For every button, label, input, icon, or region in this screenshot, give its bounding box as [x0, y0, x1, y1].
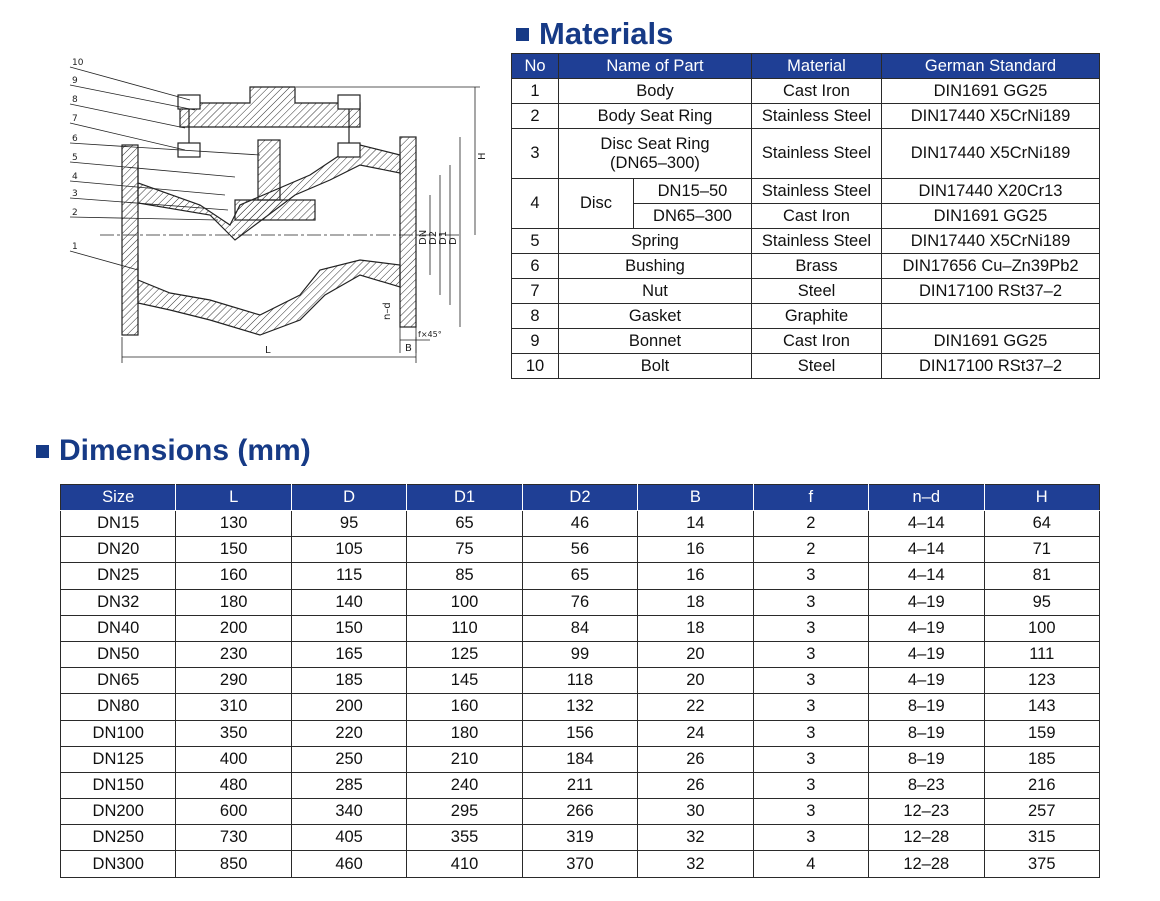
cell-f: 3: [753, 563, 868, 589]
cell-d: 200: [291, 694, 406, 720]
cell-d2: 46: [522, 511, 637, 537]
cell-l: 200: [176, 615, 291, 641]
cell-b: 30: [638, 799, 753, 825]
cell-standard: DIN1691 GG25: [882, 329, 1100, 354]
cell-size: DN25: [61, 563, 176, 589]
header-n-d: n–d: [869, 485, 984, 511]
table-row: [61, 720, 1100, 746]
cell-h: 95: [984, 589, 1100, 615]
cell-d1: 180: [407, 720, 522, 746]
cell-d2: 65: [522, 563, 637, 589]
table-row: [61, 772, 1100, 798]
cell-d: 340: [291, 799, 406, 825]
cell-h: 185: [984, 746, 1100, 772]
header-d1: D1: [407, 485, 522, 511]
table-row: [61, 851, 1100, 877]
cell-no: 8: [512, 304, 559, 329]
cell-standard: DIN1691 GG25: [882, 79, 1100, 104]
cell-no: 1: [512, 79, 559, 104]
cell-part: Disc: [559, 179, 634, 229]
cell-d: 285: [291, 772, 406, 798]
cell-material: Stainless Steel: [752, 104, 882, 129]
cell-b: 18: [638, 615, 753, 641]
cell-l: 850: [176, 851, 291, 877]
cell-no: 5: [512, 229, 559, 254]
table-row: [61, 511, 1100, 537]
cell-material: Stainless Steel: [752, 179, 882, 204]
cell-d: 105: [291, 537, 406, 563]
materials-title: Materials: [539, 16, 674, 51]
table-row: [61, 799, 1100, 825]
cell-l: 150: [176, 537, 291, 563]
cell-material: Graphite: [752, 304, 882, 329]
cell-h: 64: [984, 511, 1100, 537]
cell-d1: 355: [407, 825, 522, 851]
cell-d: 220: [291, 720, 406, 746]
cell-n-d: 4–14: [869, 511, 984, 537]
cell-size: DN32: [61, 589, 176, 615]
cell-f: 3: [753, 589, 868, 615]
cell-size: DN15: [61, 511, 176, 537]
cell-material: Stainless Steel: [752, 129, 882, 179]
callout-6: 6: [72, 134, 78, 144]
table-row: [61, 746, 1100, 772]
callout-2: 2: [72, 208, 78, 218]
callout-5: 5: [72, 153, 78, 163]
cell-b: 16: [638, 537, 753, 563]
cell-h: 159: [984, 720, 1100, 746]
callout-9: 9: [72, 76, 78, 86]
cell-d2: 211: [522, 772, 637, 798]
cell-d2: 184: [522, 746, 637, 772]
cell-n-d: 4–19: [869, 641, 984, 667]
cell-part: Nut: [559, 279, 752, 304]
callout-10: 10: [72, 58, 84, 68]
cell-n-d: 8–19: [869, 746, 984, 772]
cell-b: 32: [638, 825, 753, 851]
cell-part: Gasket: [559, 304, 752, 329]
cell-d2: 84: [522, 615, 637, 641]
cell-f: 3: [753, 668, 868, 694]
cell-f: 3: [753, 720, 868, 746]
cell-l: 400: [176, 746, 291, 772]
cell-no: 2: [512, 104, 559, 129]
table-row: [61, 615, 1100, 641]
cell-n-d: 8–19: [869, 694, 984, 720]
cell-d: 165: [291, 641, 406, 667]
cell-standard: DIN17100 RSt37–2: [882, 354, 1100, 379]
cell-b: 32: [638, 851, 753, 877]
cell-no: 7: [512, 279, 559, 304]
cell-d1: 85: [407, 563, 522, 589]
materials-heading: [516, 16, 673, 52]
cell-n-d: 4–19: [869, 615, 984, 641]
cell-d: 140: [291, 589, 406, 615]
dimension-lines: [122, 87, 480, 363]
cell-size: DN80: [61, 694, 176, 720]
cell-h: 111: [984, 641, 1100, 667]
cell-b: 16: [638, 563, 753, 589]
heading-bullet-icon: [516, 28, 529, 41]
cell-d: 150: [291, 615, 406, 641]
table-row: [61, 537, 1100, 563]
cell-n-d: 4–19: [869, 668, 984, 694]
cell-l: 350: [176, 720, 291, 746]
cell-f: 3: [753, 641, 868, 667]
cell-d1: 125: [407, 641, 522, 667]
callout-4: 4: [72, 172, 78, 182]
cell-h: 71: [984, 537, 1100, 563]
leader-lines: [70, 67, 260, 270]
dim-label-chamfer: f×45°: [418, 330, 442, 339]
dimensions-table: [60, 484, 1100, 878]
header-material: Material: [752, 54, 882, 79]
table-row: [512, 354, 1100, 379]
callout-7: 7: [72, 114, 78, 124]
table-row: [512, 229, 1100, 254]
header-h: H: [984, 485, 1100, 511]
cell-part: Body: [559, 79, 752, 104]
cell-d: 185: [291, 668, 406, 694]
table-row: [512, 329, 1100, 354]
cell-n-d: 4–14: [869, 563, 984, 589]
dim-label-d2: D2: [428, 230, 439, 245]
dim-label-h: H: [477, 152, 488, 160]
header-no: No: [512, 54, 559, 79]
cell-part-line2: (DN65–300): [610, 153, 700, 172]
cell-standard: DIN17656 Cu–Zn39Pb2: [882, 254, 1100, 279]
cell-size: DN20: [61, 537, 176, 563]
cell-d: 115: [291, 563, 406, 589]
cell-part: Body Seat Ring: [559, 104, 752, 129]
cell-l: 180: [176, 589, 291, 615]
cell-size: DN40: [61, 615, 176, 641]
cell-f: 2: [753, 511, 868, 537]
cell-d1: 75: [407, 537, 522, 563]
cell-f: 2: [753, 537, 868, 563]
cell-d2: 319: [522, 825, 637, 851]
cell-size: DN300: [61, 851, 176, 877]
cell-standard: DIN17440 X20Cr13: [882, 179, 1100, 204]
dim-label-d: D: [448, 237, 459, 245]
cell-no: 3: [512, 129, 559, 179]
cell-d2: 76: [522, 589, 637, 615]
cell-h: 375: [984, 851, 1100, 877]
cell-l: 230: [176, 641, 291, 667]
cell-f: 3: [753, 772, 868, 798]
table-row: [61, 668, 1100, 694]
cell-size: DN100: [61, 720, 176, 746]
dim-label-nd: n–d: [382, 302, 393, 320]
table-row: [61, 589, 1100, 615]
cell-d: 250: [291, 746, 406, 772]
cell-n-d: 12–28: [869, 851, 984, 877]
cell-standard: DIN17100 RSt37–2: [882, 279, 1100, 304]
table-row: [512, 279, 1100, 304]
cell-d1: 210: [407, 746, 522, 772]
cell-n-d: 8–23: [869, 772, 984, 798]
cell-f: 3: [753, 746, 868, 772]
header-size: Size: [61, 485, 176, 511]
materials-table: [511, 53, 1100, 379]
cell-d: 405: [291, 825, 406, 851]
cell-l: 480: [176, 772, 291, 798]
cell-b: 24: [638, 720, 753, 746]
cell-n-d: 4–19: [869, 589, 984, 615]
dim-label-d1: D1: [438, 230, 449, 245]
heading-bullet-icon: [36, 445, 49, 458]
cell-d2: 56: [522, 537, 637, 563]
cell-d1: 160: [407, 694, 522, 720]
cell-f: 3: [753, 799, 868, 825]
cell-material: Brass: [752, 254, 882, 279]
table-row: [61, 641, 1100, 667]
cell-no: 10: [512, 354, 559, 379]
cell-d1: 410: [407, 851, 522, 877]
dimensions-header-row: [61, 485, 1100, 511]
dimensions-heading: [36, 434, 311, 468]
header-german-standard: German Standard: [882, 54, 1100, 79]
cell-h: 81: [984, 563, 1100, 589]
materials-header-row: [512, 54, 1100, 79]
cell-no: 9: [512, 329, 559, 354]
valve-cross-section-drawing: [60, 55, 505, 375]
cell-h: 100: [984, 615, 1100, 641]
cell-standard: [882, 304, 1100, 329]
cell-l: 130: [176, 511, 291, 537]
cell-f: 4: [753, 851, 868, 877]
cell-part: Spring: [559, 229, 752, 254]
cell-size: DN65: [61, 668, 176, 694]
cell-f: 3: [753, 694, 868, 720]
cell-n-d: 12–23: [869, 799, 984, 825]
cell-part: Bushing: [559, 254, 752, 279]
cell-part: [559, 129, 752, 179]
header-f: f: [753, 485, 868, 511]
table-row: [512, 179, 1100, 204]
table-row: [61, 563, 1100, 589]
cell-material: Stainless Steel: [752, 229, 882, 254]
callout-3: 3: [72, 189, 78, 199]
cell-d1: 145: [407, 668, 522, 694]
cell-n-d: 8–19: [869, 720, 984, 746]
cell-d1: 65: [407, 511, 522, 537]
cell-b: 14: [638, 511, 753, 537]
cell-size: DN250: [61, 825, 176, 851]
cell-l: 600: [176, 799, 291, 825]
cell-standard: DIN17440 X5CrNi189: [882, 229, 1100, 254]
cell-n-d: 4–14: [869, 537, 984, 563]
cell-d: 460: [291, 851, 406, 877]
cell-b: 18: [638, 589, 753, 615]
cell-standard: DIN1691 GG25: [882, 204, 1100, 229]
dimensions-title: Dimensions (mm): [59, 434, 311, 467]
cell-h: 143: [984, 694, 1100, 720]
header-b: B: [638, 485, 753, 511]
cell-material: Steel: [752, 354, 882, 379]
cell-d2: 99: [522, 641, 637, 667]
cell-l: 290: [176, 668, 291, 694]
cell-size: DN150: [61, 772, 176, 798]
cell-part-line1: Disc Seat Ring: [600, 134, 710, 153]
cell-d2: 370: [522, 851, 637, 877]
cell-d2: 266: [522, 799, 637, 825]
cell-b: 20: [638, 668, 753, 694]
dim-label-dn: DN: [418, 229, 429, 245]
cell-part: Bonnet: [559, 329, 752, 354]
dimensions-table-body: [61, 511, 1100, 878]
cell-material: Cast Iron: [752, 204, 882, 229]
table-row: [512, 254, 1100, 279]
header-l: L: [176, 485, 291, 511]
header-name-of-part: Name of Part: [559, 54, 752, 79]
table-row: [512, 79, 1100, 104]
cell-f: 3: [753, 825, 868, 851]
cell-sub-size: DN15–50: [634, 179, 752, 204]
cell-d1: 100: [407, 589, 522, 615]
cell-d1: 240: [407, 772, 522, 798]
cell-d2: 156: [522, 720, 637, 746]
table-row: [61, 694, 1100, 720]
cell-standard: DIN17440 X5CrNi189: [882, 104, 1100, 129]
cell-l: 310: [176, 694, 291, 720]
cell-d2: 132: [522, 694, 637, 720]
cell-no: 4: [512, 179, 559, 229]
table-row: [512, 304, 1100, 329]
cell-l: 160: [176, 563, 291, 589]
callout-8: 8: [72, 95, 78, 105]
cell-h: 123: [984, 668, 1100, 694]
cell-b: 22: [638, 694, 753, 720]
table-row: [512, 129, 1100, 179]
cell-n-d: 12–28: [869, 825, 984, 851]
cell-d1: 110: [407, 615, 522, 641]
cell-b: 26: [638, 746, 753, 772]
cell-l: 730: [176, 825, 291, 851]
cell-sub-size: DN65–300: [634, 204, 752, 229]
cell-b: 20: [638, 641, 753, 667]
cell-size: DN125: [61, 746, 176, 772]
cell-d2: 118: [522, 668, 637, 694]
header-d: D: [291, 485, 406, 511]
cell-material: Steel: [752, 279, 882, 304]
cell-size: DN200: [61, 799, 176, 825]
cell-f: 3: [753, 615, 868, 641]
cell-d: 95: [291, 511, 406, 537]
cell-material: Cast Iron: [752, 79, 882, 104]
cell-h: 315: [984, 825, 1100, 851]
cell-no: 6: [512, 254, 559, 279]
dim-label-b: B: [405, 343, 412, 354]
table-row: [61, 825, 1100, 851]
table-row: [512, 104, 1100, 129]
header-d2: D2: [522, 485, 637, 511]
cell-material: Cast Iron: [752, 329, 882, 354]
cell-part: Bolt: [559, 354, 752, 379]
callout-1: 1: [72, 242, 78, 252]
dim-label-l: L: [265, 345, 271, 356]
cell-h: 216: [984, 772, 1100, 798]
cell-d1: 295: [407, 799, 522, 825]
cell-standard: DIN17440 X5CrNi189: [882, 129, 1100, 179]
cell-b: 26: [638, 772, 753, 798]
cell-h: 257: [984, 799, 1100, 825]
cell-size: DN50: [61, 641, 176, 667]
